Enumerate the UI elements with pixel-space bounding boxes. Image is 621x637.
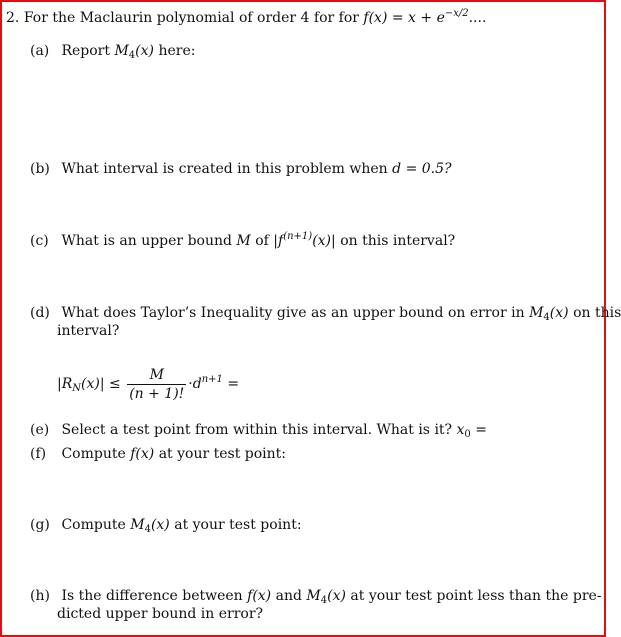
part-d-poly-sub: 4	[543, 312, 550, 323]
part-h-and: and	[275, 588, 302, 604]
formula-exp: n+1	[201, 374, 223, 385]
problem-trailing: ....	[468, 10, 487, 26]
part-d-line1	[30, 304, 621, 322]
part-e	[30, 421, 487, 439]
part-f-text: Compute	[61, 446, 126, 462]
part-a-poly-sub: 4	[128, 50, 136, 61]
part-h-text2: at your test point less than the pre-	[350, 588, 602, 604]
part-d-line2	[57, 322, 119, 340]
part-d-text1: What does Taylor’s Inequality give as an upper bound on error in	[61, 305, 525, 321]
part-g-poly: M	[130, 517, 145, 533]
part-d-poly-arg: (x)	[549, 305, 569, 321]
problem-header	[6, 9, 486, 27]
part-h-f: f(x)	[247, 588, 272, 604]
part-d-poly: M	[529, 305, 544, 321]
problem-function: f(x) = x + e	[363, 10, 445, 26]
taylor-inequality-formula	[57, 365, 239, 403]
formula-fraction	[127, 366, 186, 403]
formula-denominator: (n + 1)!	[129, 385, 185, 402]
part-g-text: Compute	[61, 517, 126, 533]
part-b-math: d = 0.5?	[392, 161, 452, 177]
part-g-poly-sub: 4	[144, 524, 151, 535]
problem-intro: For the Maclaurin polynomial of order 4 for for	[23, 10, 359, 26]
part-g-label: (g)	[30, 517, 50, 533]
part-e-sub: 0	[464, 429, 471, 440]
part-f-text2: at your test point:	[158, 446, 287, 462]
part-c-label: (c)	[30, 233, 49, 249]
part-g	[30, 516, 302, 534]
part-c-math2: (x)|	[312, 233, 336, 249]
part-h-text1: Is the difference between	[61, 588, 243, 604]
part-c	[30, 232, 455, 250]
formula-lhs-sub: N	[72, 383, 82, 394]
part-d-text2: interval?	[57, 323, 120, 339]
part-f-label: (f)	[30, 446, 47, 462]
part-a-text: Report	[61, 43, 110, 59]
part-f-math: f(x)	[130, 446, 155, 462]
part-d-label: (d)	[30, 305, 50, 321]
part-c-text3: on this interval?	[340, 233, 456, 249]
part-b-label: (b)	[30, 161, 50, 177]
part-c-math: |f	[273, 233, 284, 249]
part-a-poly-arg: (x)	[135, 43, 154, 59]
part-h-label: (h)	[30, 588, 50, 604]
part-a-poly: M	[114, 43, 129, 59]
formula-eq: =	[227, 376, 240, 392]
part-c-exp: (n+1)	[283, 231, 313, 242]
formula-numerator: M	[127, 366, 186, 385]
part-a-label: (a)	[30, 43, 50, 59]
formula-mult: ·d	[188, 376, 202, 392]
part-h-text-line2: dicted upper bound in error?	[57, 606, 264, 622]
part-b-text: What interval is created in this problem when	[61, 161, 388, 177]
part-g-poly-arg: (x)	[150, 517, 170, 533]
formula-lhs: |R	[57, 376, 73, 392]
problem-number: 2.	[6, 10, 20, 26]
part-g-text2: at your test point:	[174, 517, 302, 533]
problem-exponent: −x/2	[444, 8, 469, 19]
part-h-poly-arg: (x)	[327, 588, 346, 604]
part-a-text2: here:	[158, 43, 196, 59]
part-c-text2: of	[255, 233, 269, 249]
part-e-text: Select a test point from within this interval. What is it?	[61, 422, 453, 438]
part-h-poly: M	[306, 588, 321, 604]
part-e-math: x	[456, 422, 465, 438]
part-e-label: (e)	[30, 422, 50, 438]
part-c-text: What is an upper bound	[61, 233, 232, 249]
part-c-var: M	[236, 233, 251, 249]
part-f	[30, 445, 286, 463]
part-b	[30, 160, 452, 178]
formula-lhs2: (x)| ≤	[81, 376, 121, 392]
part-d-tail: on this	[573, 305, 621, 321]
part-h-poly-sub: 4	[320, 595, 328, 606]
part-h-line2	[57, 605, 263, 623]
part-a	[30, 42, 195, 60]
part-h-line1	[30, 587, 602, 605]
part-e-eq: =	[475, 422, 487, 438]
